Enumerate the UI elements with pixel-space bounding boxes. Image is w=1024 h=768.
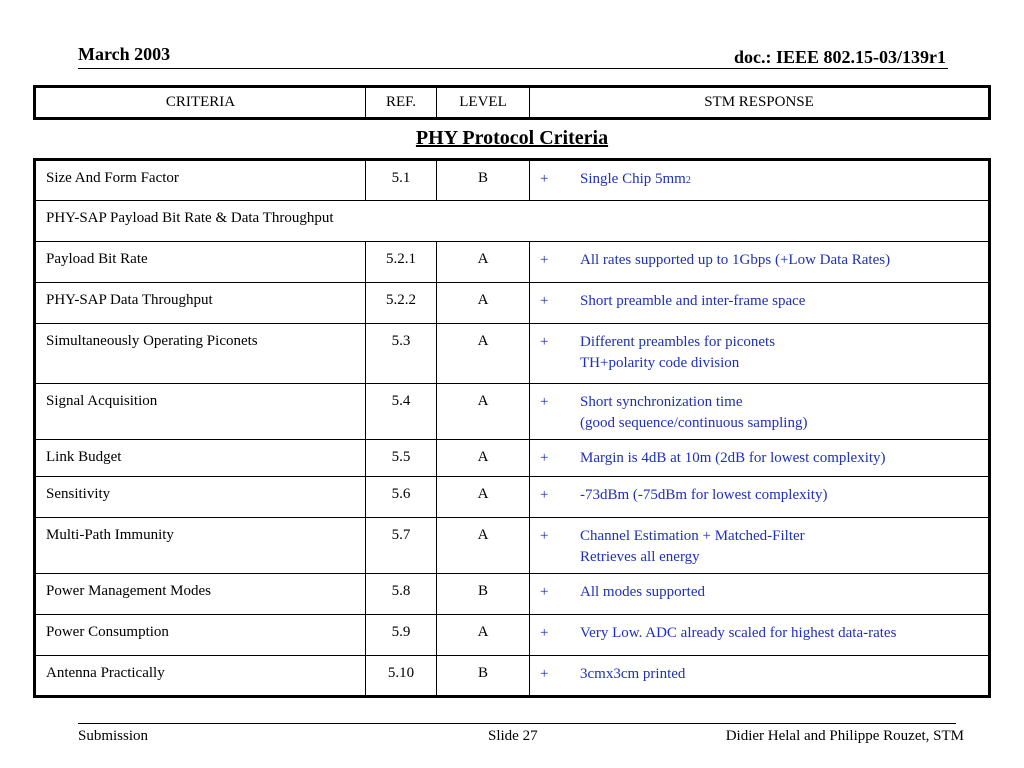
level-cell: A <box>437 615 530 656</box>
table-row <box>35 440 990 477</box>
header-date: March 2003 <box>78 44 171 64</box>
ref-cell: 5.1 <box>366 160 437 201</box>
response-cell <box>530 440 990 477</box>
plus-marker: + <box>540 528 549 544</box>
response-cell <box>530 160 990 201</box>
section-title: PHY Protocol Criteria <box>415 127 609 149</box>
plus-marker: + <box>540 450 549 466</box>
plus-marker: + <box>540 584 549 600</box>
criteria-cell: Link Budget <box>35 440 366 477</box>
ref-cell: 5.4 <box>366 384 437 440</box>
table-row <box>35 615 990 656</box>
level-cell: A <box>437 384 530 440</box>
table-row <box>35 384 990 440</box>
response-cell <box>530 574 990 615</box>
plus-marker: + <box>540 334 549 350</box>
response-line <box>540 289 988 313</box>
response-text: Channel Estimation + Matched-Filter <box>580 528 805 544</box>
level-cell: A <box>437 324 530 384</box>
ref-cell: 5.10 <box>366 656 437 697</box>
response-cell <box>530 283 990 324</box>
response-text: Very Low. ADC already scaled for highest data-rates <box>580 625 897 641</box>
plus-marker: + <box>540 293 549 309</box>
footer-submission: Submission <box>78 728 149 744</box>
level-cell: A <box>437 477 530 518</box>
level-cell: B <box>437 160 530 201</box>
footer-slide-number: Slide 27 <box>488 728 538 744</box>
response-text: TH+polarity code division <box>580 355 740 371</box>
table-row <box>35 324 990 384</box>
table-row <box>35 242 990 283</box>
response-text: Single Chip 5mm <box>580 171 686 187</box>
table-row <box>35 201 990 242</box>
response-cell <box>530 615 990 656</box>
response-text: All rates supported up to 1Gbps (+Low Data Rates) <box>580 252 891 268</box>
criteria-cell: Payload Bit Rate <box>35 242 366 283</box>
criteria-cell: PHY-SAP Data Throughput <box>35 283 366 324</box>
criteria-table <box>33 158 991 698</box>
column-header-table <box>33 85 991 120</box>
header-divider <box>78 68 948 69</box>
table-row <box>35 477 990 518</box>
response-cell <box>530 477 990 518</box>
response-line <box>540 351 988 375</box>
ref-cell: 5.5 <box>366 440 437 477</box>
footer-authors: Didier Helal and Philippe Rouzet, STM <box>725 728 964 744</box>
level-cell: B <box>437 574 530 615</box>
column-header-row <box>35 87 990 119</box>
response-text: Margin is 4dB at 10m (2dB for lowest complexity) <box>580 450 886 466</box>
ref-cell: 5.6 <box>366 477 437 518</box>
column-header-response: STM RESPONSE <box>530 87 990 119</box>
response-line <box>540 446 988 470</box>
ref-cell: 5.2.2 <box>366 283 437 324</box>
response-text: 3cmx3cm printed <box>580 666 686 682</box>
response-line <box>540 621 988 645</box>
response-text: Short synchronization time <box>580 394 743 410</box>
group-heading-cell: PHY-SAP Payload Bit Rate & Data Throughput <box>35 201 990 242</box>
ref-cell: 5.3 <box>366 324 437 384</box>
plus-marker: + <box>540 171 549 187</box>
response-text: (good sequence/continuous sampling) <box>580 415 808 431</box>
column-header-ref: REF. <box>366 87 437 119</box>
response-text: All modes supported <box>580 584 705 600</box>
response-line <box>540 167 988 193</box>
criteria-cell: Power Management Modes <box>35 574 366 615</box>
response-line <box>540 248 988 272</box>
criteria-cell: Antenna Practically <box>35 656 366 697</box>
column-header-criteria: CRITERIA <box>165 94 236 110</box>
plus-marker: + <box>540 625 549 641</box>
response-cell <box>530 242 990 283</box>
response-text: -73dBm (-75dBm for lowest complexity) <box>580 487 828 503</box>
response-text: Short preamble and inter-frame space <box>580 293 806 309</box>
level-cell: A <box>437 440 530 477</box>
ref-cell: 5.8 <box>366 574 437 615</box>
criteria-cell: Sensitivity <box>35 477 366 518</box>
criteria-cell: Simultaneously Operating Piconets <box>35 324 366 384</box>
ref-cell: 5.7 <box>366 518 437 574</box>
level-cell: A <box>437 518 530 574</box>
response-cell <box>530 324 990 384</box>
response-line <box>540 411 988 435</box>
table-row <box>35 518 990 574</box>
response-line <box>540 545 988 569</box>
response-line <box>540 662 988 686</box>
response-text: Retrieves all energy <box>580 549 700 565</box>
footer-divider <box>78 723 956 724</box>
ref-cell: 5.9 <box>366 615 437 656</box>
plus-marker: + <box>540 394 549 410</box>
table-row <box>35 160 990 201</box>
plus-marker: + <box>540 252 549 268</box>
table-row <box>35 656 990 697</box>
level-cell: B <box>437 656 530 697</box>
plus-marker: + <box>540 487 549 503</box>
criteria-cell: Signal Acquisition <box>35 384 366 440</box>
criteria-cell: Size And Form Factor <box>35 160 366 201</box>
table-row <box>35 574 990 615</box>
level-cell: A <box>437 242 530 283</box>
header-doc-id: doc.: IEEE 802.15-03/139r1 <box>733 47 946 67</box>
response-cell <box>530 518 990 574</box>
level-cell: A <box>437 283 530 324</box>
response-line <box>540 483 988 507</box>
response-line <box>540 580 988 604</box>
response-cell <box>530 656 990 697</box>
criteria-cell: Power Consumption <box>35 615 366 656</box>
table-row <box>35 283 990 324</box>
response-cell <box>530 384 990 440</box>
ref-cell: 5.2.1 <box>366 242 437 283</box>
superscript: 2 <box>685 175 691 186</box>
criteria-cell: Multi-Path Immunity <box>35 518 366 574</box>
column-header-level: LEVEL <box>437 87 530 119</box>
plus-marker: + <box>540 666 549 682</box>
response-text: Different preambles for piconets <box>580 334 776 350</box>
